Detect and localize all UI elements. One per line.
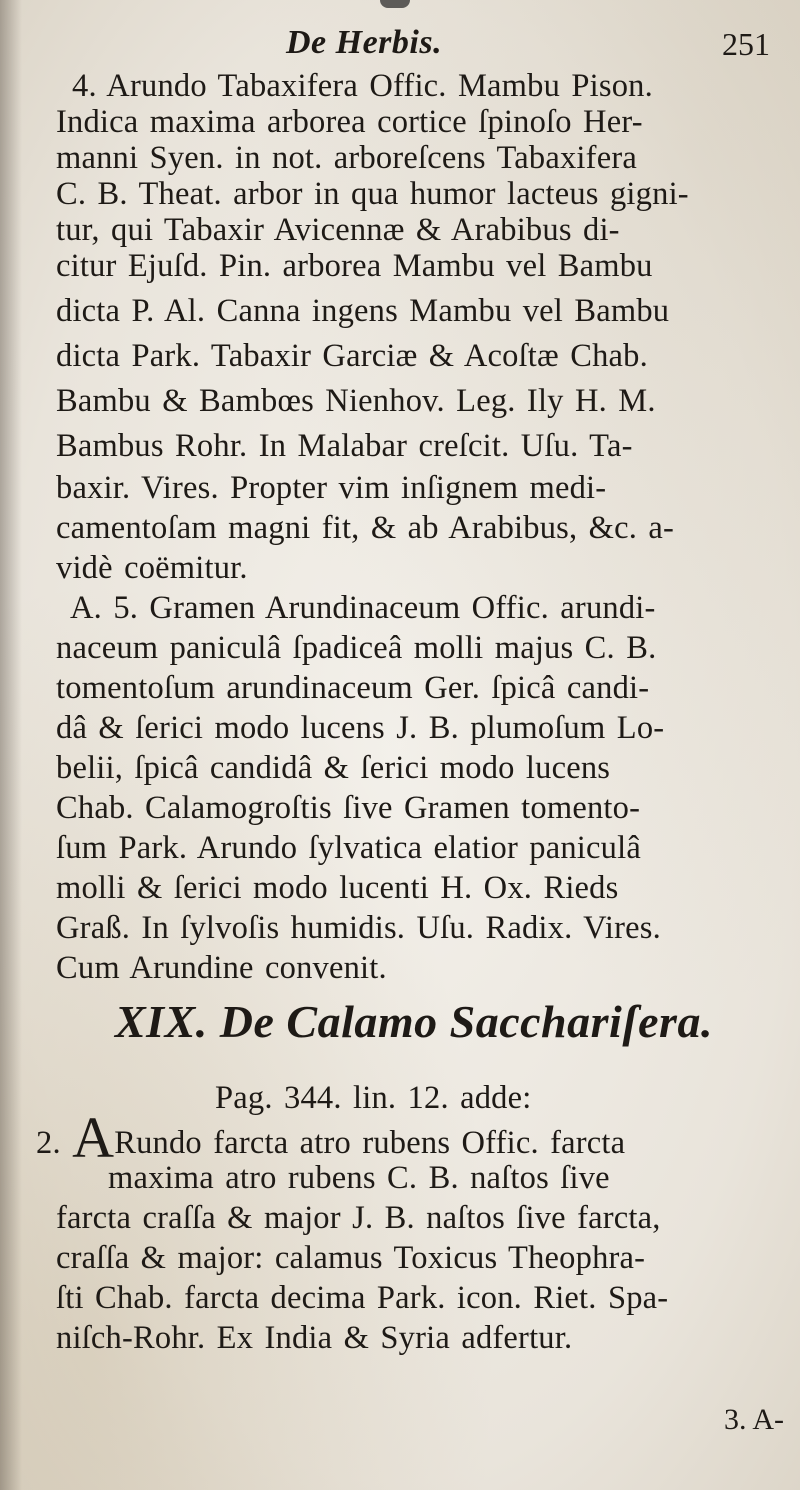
text-line: ſum Park. Arundo ſylvatica elatior paniculâ	[56, 830, 641, 866]
text-line: farcta craſſa & major J. B. naſtos ſive farcta,	[56, 1200, 661, 1236]
text-line: C. B. Theat. arbor in qua humor lacteus gigni-	[56, 176, 689, 212]
running-title: De Herbis.	[286, 24, 443, 61]
entry-first-line	[36, 1105, 626, 1170]
text-line: Rundo farcta atro rubens Offic. farcta	[114, 1125, 626, 1161]
text-line: Graß. In ſylvoſis humidis. Uſu. Radix. Vires.	[56, 910, 661, 946]
ink-smudge	[380, 0, 410, 8]
catchword: 3. A-	[724, 1403, 784, 1436]
entry-number: 2.	[36, 1125, 61, 1161]
text-line: 4. Arundo Tabaxifera Offic. Mambu Pison.	[72, 68, 653, 104]
drop-cap: A	[72, 1105, 115, 1170]
text-line: dicta P. Al. Canna ingens Mambu vel Bambu	[56, 293, 670, 329]
running-head	[40, 18, 770, 68]
text-line: niſch-Rohr. Ex India & Syria adfertur.	[56, 1320, 573, 1356]
text-line: vidè coëmitur.	[56, 550, 248, 586]
text-line: craſſa & major: calamus Toxicus Theophra-	[56, 1240, 646, 1276]
text-line: camentoſam magni fit, & ab Arabibus, &c. a-	[56, 510, 675, 546]
text-line: ſti Chab. farcta decima Park. icon. Riet. Spa-	[56, 1280, 669, 1316]
text-line: citur Ejuſd. Pin. arborea Mambu vel Bambu	[56, 248, 653, 284]
text-line: maxima atro rubens C. B. naſtos ſive	[108, 1160, 610, 1196]
page-number: 251	[722, 26, 770, 62]
text-line: dicta Park. Tabaxir Garciæ & Acoſtæ Chab.	[56, 338, 648, 374]
text-line: Indica maxima arborea cortice ſpinoſo Her-	[56, 104, 643, 140]
text-line: molli & ſerici modo lucenti H. Ox. Rieds	[56, 870, 619, 906]
text-line: A. 5. Gramen Arundinaceum Offic. arundi-	[70, 590, 656, 626]
text-line: Bambus Rohr. In Malabar creſcit. Uſu. Ta-	[56, 428, 633, 464]
text-line: manni Syen. in not. arboreſcens Tabaxifera	[56, 140, 637, 176]
text-line: tur, qui Tabaxir Avicennæ & Arabibus di-	[56, 212, 620, 248]
section-heading: XIX. De Calamo Sacchariſera.	[115, 996, 713, 1047]
reference-line: Pag. 344. lin. 12. adde:	[215, 1080, 532, 1116]
page-edge-shadow	[0, 0, 22, 1490]
text-line: Chab. Calamogroſtis ſive Gramen tomento-	[56, 790, 641, 826]
text-line: belii, ſpicâ candidâ & ſerici modo lucens	[56, 750, 611, 786]
text-line: tomentoſum arundinaceum Ger. ſpicâ candi-	[56, 670, 650, 706]
text-line: Cum Arundine convenit.	[56, 950, 387, 986]
text-line: naceum paniculâ ſpadiceâ molli majus C. B.	[56, 630, 657, 666]
text-line: baxir. Vires. Propter vim inſignem medi-	[56, 470, 607, 506]
text-line: dâ & ſerici modo lucens J. B. plumoſum Lo-	[56, 710, 665, 746]
text-line: Bambu & Bambœs Nienhov. Leg. Ily H. M.	[56, 383, 656, 419]
